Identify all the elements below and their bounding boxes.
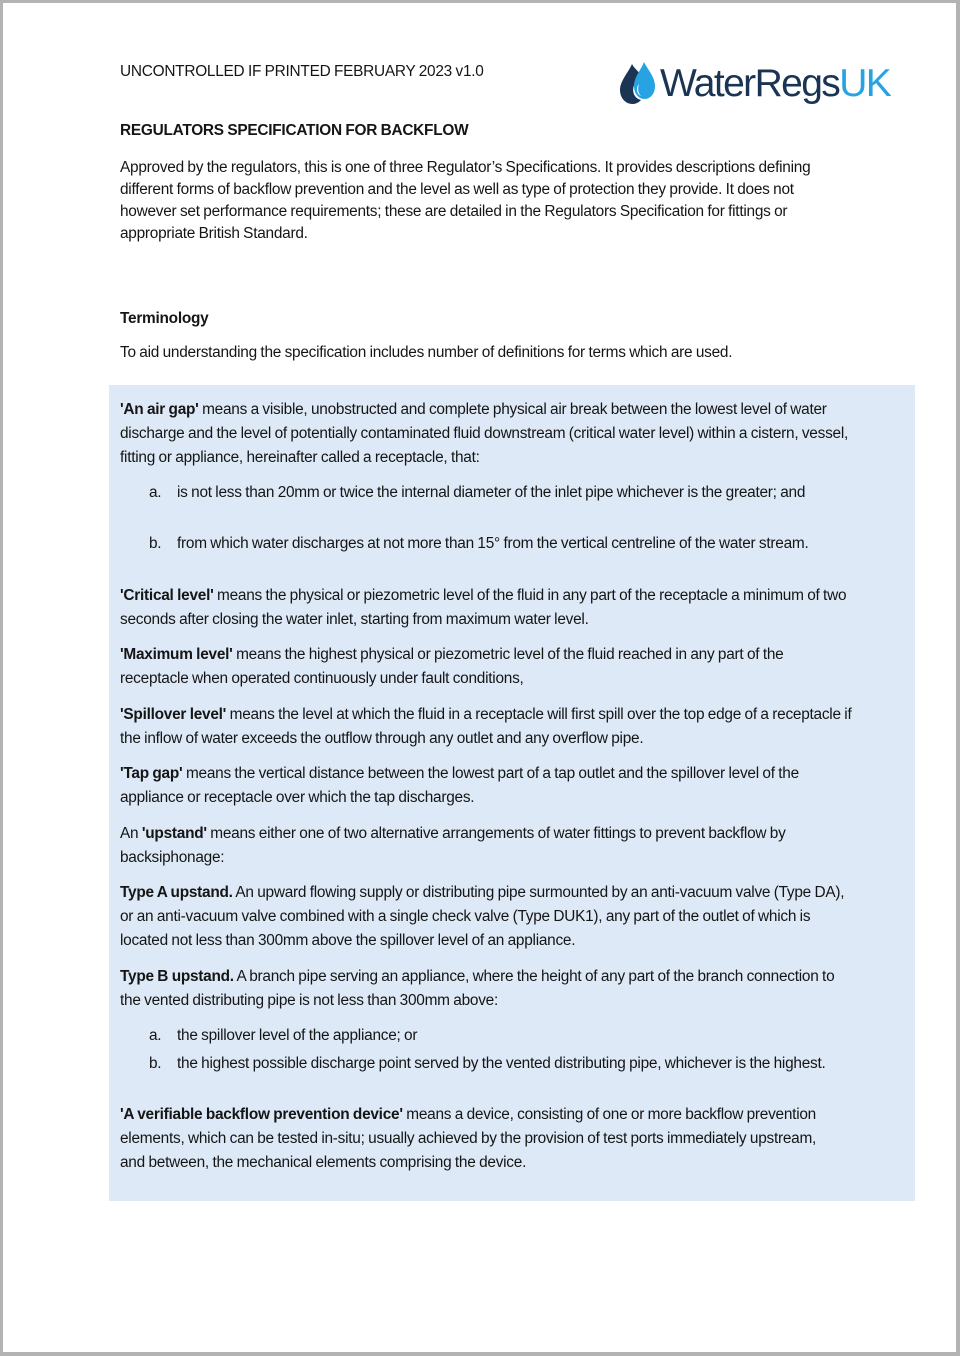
logo-text-primary: WaterRegs [660, 61, 840, 105]
definition-text: means a visible, unobstructed and complete physical air break between the lowest level of water discharge and the level of potentially contaminated fluid downstream (critical water level) within a cistern, vessel, fitting or appliance, hereinafter called a receptacle, that: [120, 401, 849, 466]
document-title: REGULATORS SPECIFICATION FOR BACKFLOW [120, 122, 469, 139]
definition-critical-level [120, 584, 855, 632]
term-air-gap: 'An air gap' [120, 401, 199, 418]
definition-text: means a device, consisting of one or more backflow prevention elements, which can be tested in-situ; usually achieved by the provision of test ports immediately upstream, and between, the mechanical elements comprising the device. [120, 1106, 817, 1171]
term-tap-gap: 'Tap gap' [120, 765, 183, 782]
list-item [149, 1052, 849, 1076]
logo-text-accent: UK [839, 61, 891, 105]
logo-wordmark [660, 61, 891, 105]
term-type-a-upstand: Type A upstand. [120, 884, 233, 901]
list-text: from which water discharges at not more than 15° from the vertical centreline of the water stream. [177, 535, 809, 552]
list-marker: a. [149, 1027, 162, 1044]
definition-tap-gap [120, 762, 850, 810]
list-text: the spillover level of the appliance; or [177, 1027, 418, 1044]
term-verifiable-device: 'A verifiable backflow prevention device' [120, 1106, 403, 1123]
waterregsuk-logo [617, 59, 890, 107]
definition-text: means the physical or piezometric level of the fluid in any part of the receptacle a minimum of two seconds after closing the water inlet, starting from maximum water level. [120, 587, 847, 628]
definition-air-gap [120, 398, 855, 470]
list-item [149, 1024, 849, 1048]
list-text: the highest possible discharge point served by the vented distributing pipe, whichever is the highest. [177, 1055, 826, 1072]
definition-type-a-upstand [120, 881, 860, 953]
definition-upstand [120, 822, 800, 870]
terminology-heading: Terminology [120, 310, 209, 327]
list-item [149, 532, 849, 556]
term-critical-level: 'Critical level' [120, 587, 214, 604]
definition-text: means the level at which the fluid in a receptacle will first spill over the top edge of a receptacle if the inflow of water exceeds the outflow through any outlet and any overflow pipe. [120, 706, 852, 747]
definition-verifiable-device [120, 1103, 830, 1175]
definition-text: A branch pipe serving an appliance, where the height of any part of the branch connection to the vented distributing pipe is not less than 300mm above: [120, 968, 835, 1009]
definition-type-b-upstand [120, 965, 840, 1013]
term-spillover-level: 'Spillover level' [120, 706, 227, 723]
list-item [149, 481, 849, 505]
list-text: is not less than 20mm or twice the internal diameter of the inlet pipe whichever is the greater; and [177, 484, 806, 501]
definitions-box [109, 385, 915, 1201]
list-marker: b. [149, 1055, 162, 1072]
list-marker: a. [149, 484, 162, 501]
definition-spillover-level [120, 703, 860, 751]
definition-text: An upward flowing supply or distributing pipe surmounted by an anti-vacuum valve (Type DA), or an anti-vacuum valve combined with a single check valve (Type DUK1), any part of the outlet of which is located not less than 300mm above the spillover level of an appliance. [120, 884, 845, 949]
control-notice: UNCONTROLLED IF PRINTED FEBRUARY 2023 v1.0 [120, 63, 484, 80]
definition-text: means either one of two alternative arrangements of water fittings to prevent backflow by backsiphonage: [120, 825, 786, 866]
list-marker: b. [149, 535, 162, 552]
water-drops-icon [617, 60, 657, 106]
definition-prefix: An [120, 825, 142, 842]
term-upstand: 'upstand' [141, 825, 207, 842]
terminology-lead: To aid understanding the specification includes number of definitions for terms which are used. [120, 344, 733, 361]
definition-maximum-level [120, 643, 855, 691]
term-type-b-upstand: Type B upstand. [120, 968, 234, 985]
intro-paragraph: Approved by the regulators, this is one of three Regulator’s Specifications. It provides descriptions defining different forms of backflow prevention and the level as well as type of protection they provide. It does not however set performance requirements; these are detailed in the Regulators Specification for fittings or appropriate British Standard. [120, 159, 811, 242]
definition-text: means the highest physical or piezometric level of the fluid reached in any part of the receptacle when operated continuously under fault conditions, [120, 646, 784, 687]
definition-text: means the vertical distance between the lowest part of a tap outlet and the spillover level of the appliance or receptacle over which the tap discharges. [120, 765, 799, 806]
term-maximum-level: 'Maximum level' [120, 646, 233, 663]
